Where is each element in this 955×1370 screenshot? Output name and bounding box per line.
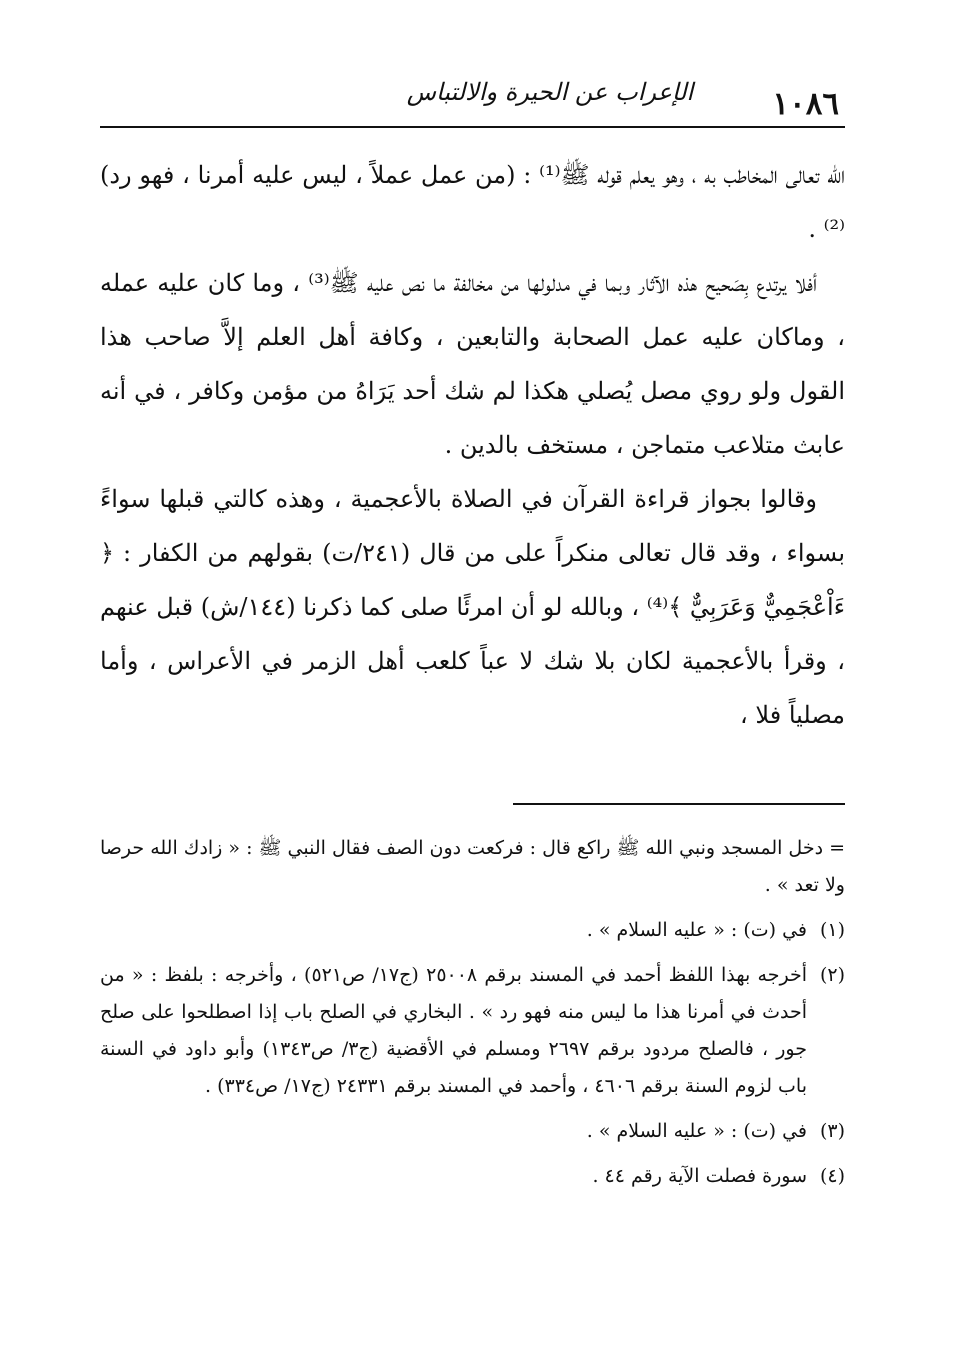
running-title: الإعراب عن الحيرة والالتباس <box>406 78 694 106</box>
footnote-continued: = دخل المسجد ونبي الله ﷺ راكع قال : فركعت دون الصف فقال النبي ﷺ : « زادك الله حرصا ولا تعد » . <box>100 837 845 896</box>
footnote-4 <box>100 1158 845 1195</box>
footnote-separator <box>513 803 845 805</box>
page-header <box>100 78 845 124</box>
footnotes <box>100 830 845 1203</box>
page-number: ١٠٨٦ <box>772 86 839 122</box>
footnote-text: في (ت) : « عليه السلام » . <box>586 1120 807 1142</box>
footnote-number: (٣) <box>819 1120 845 1142</box>
paragraph-1: الله تعالى المخاطب به ، وهو يعلم قوله ﷺ⁽¹⁾ : (من عمل عملاً ، ليس عليه أمرنا ، فهو رد)⁽²⁾ . <box>100 161 846 243</box>
footnote-number: (١) <box>819 919 845 941</box>
footnote-text: سورة فصلت الآية رقم ٤٤ . <box>592 1165 807 1187</box>
footnote-number: (٤) <box>819 1165 845 1187</box>
footnote-3 <box>100 1113 845 1150</box>
header-rule <box>100 126 845 128</box>
footnote-text: أخرجه بهذا اللفظ أحمد في المسند برقم ٢٥٠٠٨ (ج١٧/ ص٥٢١) ، وأخرجه : بلفظ : « من أحدث في أمرنا هذا ما ليس منه فهو رد » . البخاري في الصلح باب إذا اصطلحوا على صلح جور ، فالصلح مردود برقم ٢٦٩٧ ومسلم في الأقضية (ج٣/ ص١٣٤٣) وأبو داود في السنة باب لزوم السنة برقم ٤٦٠٦ ، وأحمد في المسند برقم ٢٤٣٣١ (ج١٧/ ص٣٣٤) . <box>100 964 807 1097</box>
footnote-1 <box>100 912 845 949</box>
paragraph-3: وقالوا بجواز قراءة القرآن في الصلاة بالأعجمية ، وهذه كالتي قبلها سواءً بسواء ، وقد قال تعالى منكراً على من قال (٢٤١/ت) بقولهم من الكفار : ﴿ ءَاْعْجَمِيٌّ وَعَرَبِيٌّ ﴾⁽⁴⁾ ، وبالله لو أن امرئًا صلى كما ذكرنا (١٤٤/ش) قبل عنهم ، وقرأ بالأعجمية لكان بلا شك لا عباً كلعب أهل الزمر في الأعراس ، وأما مصلياً فلا ، <box>100 485 846 729</box>
paragraph-2: أفلا يرتدع بِصَحيح هذه الآثار وبما في مدلولها من مخالفة ما نص عليه ﷺ⁽³⁾ ، وما كان عليه عمله ، وماكان عليه عمل الصحابة والتابعين ، وكافة أهل العلم إلاَّ صاحب هذا القول ولو روي مصل يُصلي هكذا لم شك أحد يَرَاهُ من مؤمن وكافر ، في أنه عابث متلاعب متماجن ، مستخف بالدين . <box>100 269 845 459</box>
footnote-number: (٢) <box>819 964 845 986</box>
footnote-text: في (ت) : « عليه السلام » . <box>586 919 807 941</box>
main-text <box>100 148 845 742</box>
footnote-2 <box>100 957 845 1105</box>
